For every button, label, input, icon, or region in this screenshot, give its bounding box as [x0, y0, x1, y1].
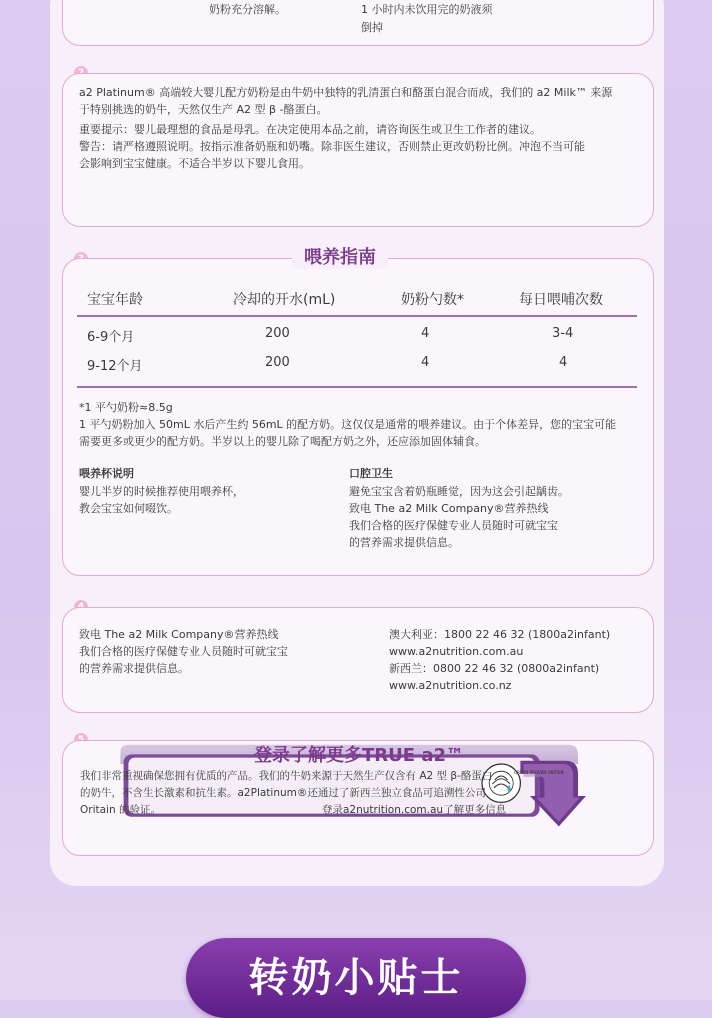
- true-a2-text: 的奶牛，不含生长激素和抗生素。a2Platinum®还通过了新西兰独立食品可追溯性公司: [80, 787, 486, 799]
- product-info-box: [62, 73, 654, 227]
- more-info-link[interactable]: 登录a2nutrition.com.au了解更多信息: [322, 804, 507, 816]
- table-cell: 200: [265, 326, 290, 341]
- table-cell: 3-4: [552, 326, 574, 341]
- footnote: 1 平勺奶粉加入 50mL 水后产生约 56mL 的配方奶。这仅仅是通常的喂养建议。由于个体差异，您的宝宝可能: [79, 418, 617, 431]
- hotline-text: 我们合格的医疗保健专业人员随时可就宝宝: [79, 645, 288, 658]
- true-a2-text: 我们非常重视确保您拥有优质的产品。我们的牛奶来源于天然生产仅含有 A2 型 β-酪蛋白: [80, 770, 493, 782]
- oral-text: 我们合格的医疗保健专业人员随时可就宝宝: [349, 519, 558, 532]
- oral-text: 避免宝宝含着奶瓶睡觉，因为这会引起龋齿。: [349, 485, 569, 498]
- table-divider: [77, 315, 637, 317]
- oral-text: 致电 The a2 Milk Company®营养热线: [349, 502, 549, 515]
- table-cell: 4: [559, 355, 568, 370]
- cup-text: 婴儿半岁的时候推荐使用喂养杯，: [79, 485, 244, 498]
- instruction-text: 倒掉: [361, 21, 383, 34]
- col-header-water: 冷却的开水(mL): [233, 292, 336, 308]
- true-a2-title: 登录了解更多TRUE a2™: [254, 745, 464, 766]
- instruction-text: 奶粉充分溶解。: [209, 3, 286, 16]
- feeding-title-wrap: [292, 243, 388, 269]
- oral-title: 口腔卫生: [349, 467, 393, 480]
- cup-text: 教会宝宝如何啜饮。: [79, 502, 178, 515]
- important-note: 重要提示：婴儿最理想的食品是母乳。在决定使用本品之前，请咨询医生或卫生工作者的建议。: [79, 123, 541, 136]
- table-divider: [77, 386, 637, 388]
- table-cell: 9-12个月: [87, 359, 143, 374]
- col-header-age: 宝宝年龄: [87, 292, 143, 308]
- hotline-text: 致电 The a2 Milk Company®营养热线: [79, 628, 279, 641]
- switch-milk-tips-button[interactable]: [186, 938, 526, 1018]
- oral-text: 的营养需求提供信息。: [349, 536, 459, 549]
- nz-url: www.a2nutrition.co.nz: [389, 679, 512, 692]
- hotline-box: [62, 607, 654, 713]
- switch-milk-tips-label: 转奶小贴士: [248, 955, 464, 1001]
- feeding-guide-title: 喂养指南: [304, 247, 376, 268]
- footnote: 需要更多或更少的配方奶。半岁以上的婴儿除了喝配方奶之外，还应添加固体辅食。: [79, 435, 486, 448]
- table-cell: 4: [421, 355, 430, 370]
- col-header-scoops: 奶粉勺数*: [401, 292, 464, 308]
- instruction-text: 1 小时内未饮用完的奶液须: [361, 3, 493, 16]
- table-cell: 4: [421, 326, 430, 341]
- product-text: 于特别挑选的奶牛，天然仅生产 A2 型 β -酪蛋白。: [79, 103, 328, 116]
- australia-url: www.a2nutrition.com.au: [389, 645, 524, 658]
- warning-text: 警告：请严格遵照说明。按指示准备奶瓶和奶嘴。除非医生建议，否则禁止更改奶粉比例。冲泡不当可能: [79, 140, 585, 153]
- product-text: a2 Platinum® 高端较大婴儿配方奶粉是由牛奶中独特的乳清蛋白和酪蛋白混合而成，我们的 a2 Milk™ 来源: [79, 86, 613, 99]
- feeding-guide-box: [62, 258, 654, 576]
- col-header-feeds: 每日喂哺次数: [519, 292, 603, 308]
- nz-phone: 新西兰：0800 22 46 32 (0800a2infant): [389, 662, 600, 675]
- cup-title: 喂养杯说明: [79, 467, 134, 480]
- table-cell: 6-9个月: [87, 330, 135, 345]
- true-a2-text: Oritain 的验证。: [80, 804, 161, 816]
- table-cell: 200: [265, 355, 290, 370]
- origin-seal-text: ORIGIN PROVEN ORITAIN: [514, 770, 564, 775]
- australia-phone: 澳大利亚：1800 22 46 32 (1800a2infant): [389, 628, 611, 641]
- hotline-text: 的营养需求提供信息。: [79, 662, 189, 675]
- warning-text: 会影响到宝宝健康。不适合半岁以下婴儿食用。: [79, 157, 310, 170]
- footnote: *1 平勺奶粉≈8.5g: [79, 401, 173, 414]
- instructions-box: [62, 0, 654, 46]
